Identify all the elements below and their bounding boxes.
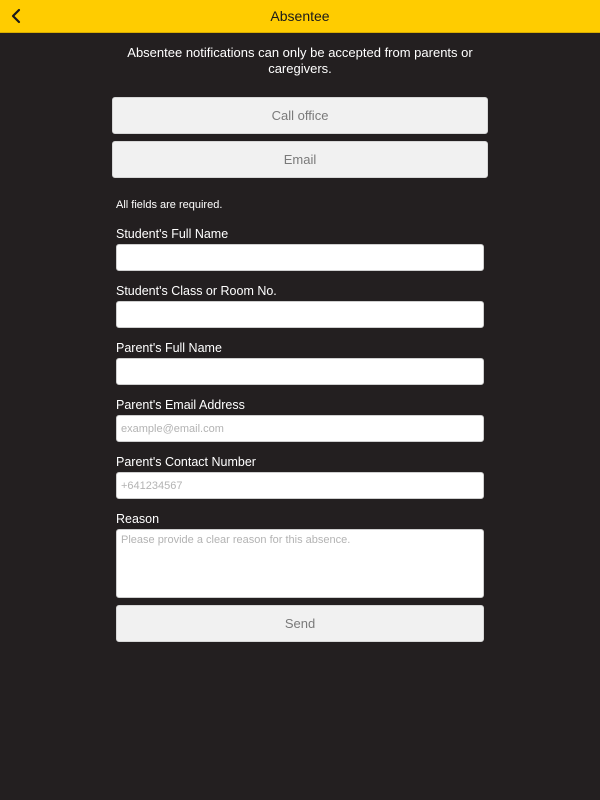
parent-phone-input[interactable] (116, 472, 484, 499)
student-name-label: Student's Full Name (116, 227, 229, 241)
call-office-button[interactable]: Call office (112, 97, 488, 134)
parent-phone-label: Parent's Contact Number (116, 455, 256, 469)
send-button[interactable]: Send (116, 605, 484, 642)
parent-name-label: Parent's Full Name (116, 341, 222, 355)
student-class-input[interactable] (116, 301, 484, 328)
email-button[interactable]: Email (112, 141, 488, 178)
page-title: Absentee (270, 8, 330, 24)
reason-textarea[interactable] (116, 529, 484, 598)
reason-label: Reason (116, 512, 160, 526)
parent-name-input[interactable] (116, 358, 484, 385)
required-note: All fields are required. (116, 199, 223, 211)
parent-email-label: Parent's Email Address (116, 398, 245, 412)
student-name-input[interactable] (116, 244, 484, 271)
header-bar (0, 0, 600, 33)
intro-text: Absentee notifications can only be accepted from parents or caregivers. (127, 45, 473, 76)
student-class-label: Student's Class or Room No. (116, 284, 277, 298)
parent-email-input[interactable] (116, 415, 484, 442)
